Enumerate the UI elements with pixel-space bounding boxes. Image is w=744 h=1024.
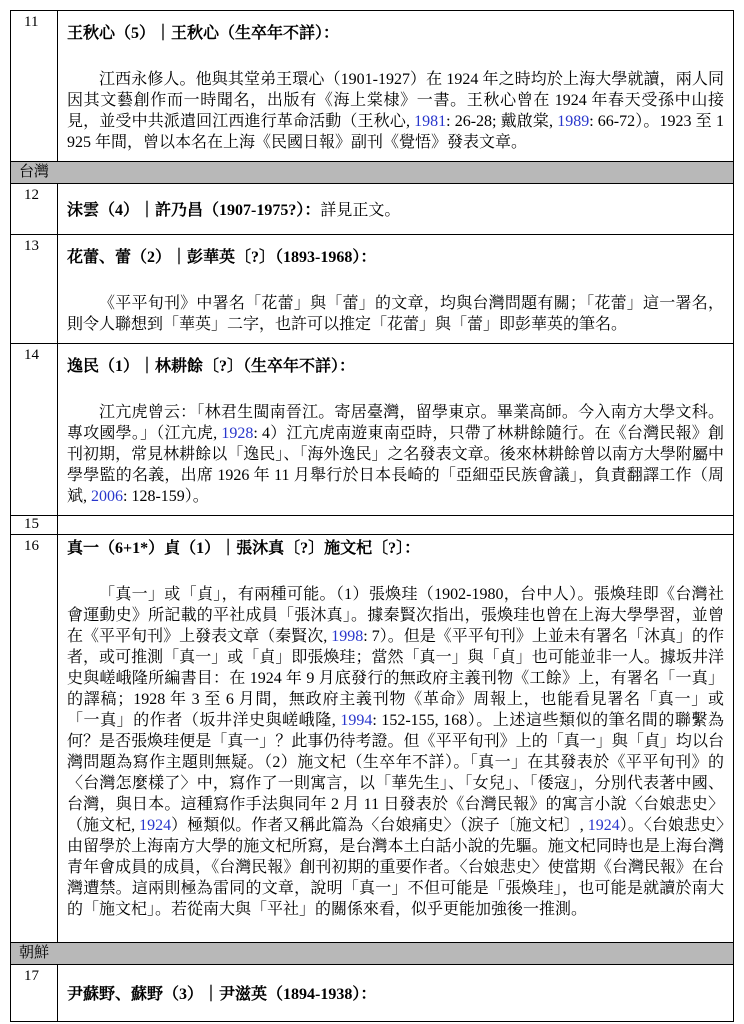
citation-year-link[interactable]: 1998 — [331, 628, 364, 645]
entry-number: 16 — [24, 538, 39, 554]
citation-year-link[interactable]: 1981 — [414, 113, 447, 130]
entry-number: 11 — [24, 14, 39, 30]
table-row — [11, 535, 733, 943]
entry-number-cell — [11, 516, 58, 534]
paragraph-text: ）。〈台娘悲史〉由留學於上海南方大學的施文杞所寫，是台灣本土白話小說的先驅。施文杞同時也是上海台灣青年會成員的成員，《台灣民報》創刊初期的重要作者。〈台娘悲史〉使當期《台灣民報》在台灣遭禁。這兩則極為雷同的文章，說明「真一」不但可能是「張煥珪」，也可能是就讀於南大的「施文杞」。若從南大與「平社」的關係來看，似乎更能加強後一推測。 — [67, 817, 724, 918]
entry-number: 14 — [24, 347, 39, 363]
table-row — [11, 184, 733, 235]
paragraph-text: ）極類似。作者又稱此篇為〈台娘痛史〉（淚子〔施文杞〕, — [171, 817, 588, 834]
entry-paragraph — [67, 69, 724, 153]
entry-number-cell — [11, 235, 58, 343]
entry-number-cell — [11, 344, 58, 515]
pen-name-table — [10, 10, 734, 1022]
entry-title — [67, 200, 400, 222]
entry-note-text: 詳見正文。 — [320, 202, 401, 219]
entry-content-cell — [58, 965, 733, 1021]
entry-title — [67, 984, 376, 1006]
entry-title-text: 沫雲（4）｜許乃昌（1907-1975?）： — [67, 202, 321, 219]
citation-year-link[interactable]: 1989 — [557, 113, 590, 130]
entry-title — [67, 356, 724, 378]
table-row — [11, 11, 733, 162]
table-row — [11, 516, 733, 535]
paragraph-text: 《平平旬刊》中署名「花蕾」與「蕾」的文章，均與台灣問題有關；「花蕾」這一署名，則令人聯想到「華英」二字，也許可以推定「花蕾」與「蕾」即彭華英的筆名。 — [67, 295, 724, 333]
entry-number: 17 — [24, 968, 39, 984]
entry-paragraph — [67, 293, 724, 335]
paragraph-text: : 7）。但是《平平旬刊》上並未有署名「沐真」的作者，或可推測「真一」或「貞」即張煥珪；當然「真一」與「貞」也可能並非一人。據坂井洋史與嵯峨隆所編書目：在 1924 年 9 月底發行的無政府主義刊物《工餘》上，有署名「一真」的譯稿；1928 年 3 至 6 月間，無政府主義刊物《革命》周報上，也能看見署名「真一」或「一真」的作者（坂井洋史與嵯峨隆, — [67, 628, 724, 729]
entry-content-cell — [58, 235, 733, 343]
paragraph-text: : 26-28; 戴啟棠, — [446, 113, 558, 130]
paragraph-text: 江西永修人。他與其堂弟王環心（1901-1927）在 1924 年之時均於上海大學就讀，兩人同因其文藝創作而一時聞名，出版有《海上棠棣》一書。王秋心曾在 1924 年春天受孫中山接見，並受中共派遣回江西進行革命活動（王秋心, — [67, 71, 724, 130]
entry-title — [67, 538, 724, 560]
entry-content-cell — [58, 516, 733, 534]
section-header-row — [11, 943, 733, 965]
entry-content-cell — [58, 184, 733, 234]
entry-number-cell — [11, 184, 58, 234]
entry-number-cell — [11, 11, 58, 161]
entry-content-cell — [58, 11, 733, 161]
section-label: 台灣 — [19, 164, 50, 180]
entry-title-text: 逸民（1）｜林耕餘〔?〕（生卒年不詳）： — [67, 358, 356, 375]
paragraph-text: 「真一」或「貞」，有兩種可能。（1）張煥珪（1902-1980，台中人）。張煥珪即《台灣社會運動史》所記載的平社成員「張沐真」。據秦賢次指出，張煥珪也曾在上海大學學習，並曾在《平平旬刊》上發表文章（秦賢次, — [67, 586, 724, 645]
table-row — [11, 965, 733, 1021]
paragraph-text: : 4）江亢虎南遊東南亞時，只帶了林耕餘隨行。在《台灣民報》創刊初期，常見林耕餘以「逸民」、「海外逸民」之名發表文章。後來林耕餘曾以南方大學附屬中學學監的名義，出席 1926 年 11 月舉行於日本長崎的「亞細亞民族會議」，負責翻譯工作（周斌, — [67, 425, 724, 505]
citation-year-link[interactable]: 1924 — [139, 817, 172, 834]
entry-number: 12 — [24, 187, 39, 203]
entry-paragraph — [67, 402, 724, 507]
table-row — [11, 235, 733, 344]
entry-number-cell — [11, 965, 58, 1021]
entry-content-cell — [58, 535, 733, 942]
table-row — [11, 344, 733, 516]
entry-content-cell — [58, 344, 733, 515]
entry-title-text: 王秋心（5）｜王秋心（生卒年不詳）： — [67, 25, 340, 42]
entry-number: 13 — [24, 238, 39, 254]
entry-title-text: 尹蘇野、蘇野（3）｜尹滋英（1894-1938）： — [67, 986, 377, 1003]
citation-year-link[interactable]: 1924 — [587, 817, 620, 834]
entry-paragraph — [67, 584, 724, 920]
section-header-row — [11, 162, 733, 184]
paragraph-text: : 152-155, 168）。上述這些類似的筆名間的聯繫為何？是否張煥珪便是「真一」？此事仍待考證。但《平平旬刊》上的「真一」與「貞」均以台灣問題為寫作主題則無疑。（2）施文杞（生卒年不詳）。「真一」在其發表於《平平旬刊》的〈台灣怎麼樣了〉中，寫作了一則寓言，以「華先生」、「女兒」、「倭寇」，分別代表著中國、台灣，與日本。這種寫作手法與同年 2 月 11 日發表於《台灣民報》的寓言小說〈台娘悲史〉（施文杞, — [67, 712, 724, 834]
entry-number: 15 — [24, 516, 39, 532]
paragraph-text: : 128-159）。 — [123, 488, 209, 505]
entry-title-text: 花蕾、蕾（2）｜彭華英〔?〕（1893-1968）： — [67, 249, 377, 266]
section-label: 朝鮮 — [19, 945, 50, 961]
entry-title — [67, 23, 724, 45]
citation-year-link[interactable]: 2006 — [91, 488, 124, 505]
entry-title — [67, 247, 724, 269]
citation-year-link[interactable]: 1994 — [340, 712, 373, 729]
entry-number-cell — [11, 535, 58, 942]
paragraph-text: : 66-72）。1923 至 1925 年間，曾以本名在上海《民國日報》副刊《覺悟》發表文章。 — [67, 113, 724, 151]
paragraph-text: 江亢虎曾云：「林君生閩南晉江。寄居臺灣，留學東京。畢業高師。今入南方大學文科。專攻國學。」（江亢虎, — [67, 404, 724, 442]
entry-title-text: 真一（6+1*）貞（1）｜張沐真〔?〕施文杞〔?〕： — [67, 540, 421, 557]
citation-year-link[interactable]: 1928 — [221, 425, 254, 442]
